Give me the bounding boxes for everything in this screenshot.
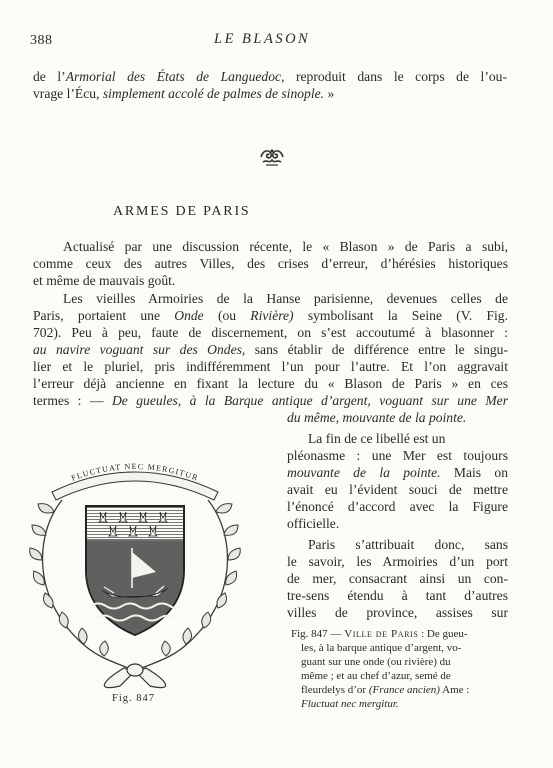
fleuron-ornament-icon <box>258 145 286 167</box>
figure-caption-line: guant sur une onde (ou rivière) du <box>301 656 451 668</box>
motto-text: FLUCTUAT NEC MERGITUR <box>70 461 200 483</box>
right-column-line: Paris s’attribuait donc, sans <box>308 537 508 552</box>
intro-line-1: de l’Armorial des États de Languedoc, reproduit dans le corps de l’ou- <box>33 69 507 84</box>
right-column-line: avait eu l’évident souci de mettre <box>287 482 508 497</box>
body-line: et même de mauvais goût. <box>33 273 176 288</box>
figure-caption-line: même ; et au chef d’azur, semé de <box>301 670 451 682</box>
right-column-line: tre-sens étendu à tant d’autres <box>287 588 508 603</box>
body-line: comme ceux des autres Villes, des crises d’erreur, d’hérésies historiques <box>33 256 508 271</box>
figure-caption-line: fleurdelys d’or (France ancien) Ame : <box>301 684 470 696</box>
body-line: 702). Peu à peu, faute de discernement, on s’est accoutumé à blasonner : <box>33 325 508 340</box>
right-column-line: officielle. <box>287 516 340 531</box>
body-line: au navire voguant sur des Ondes, sans établir de différence entre le singu- <box>33 342 508 357</box>
body-line: termes : — De gueules, à la Barque antique d’argent, voguant sur une Mer <box>33 393 508 408</box>
page-number: 388 <box>30 33 53 48</box>
right-column-line: le savoir, les Armoiries d’un port <box>287 554 508 569</box>
body-line: lier et le pluriel, pris indifféremment l’un pour l’autre. Et l’on aggravait <box>33 359 508 374</box>
body-line: Paris, portaient une Onde (ou Rivière) symbolisant la Seine (V. Fig. <box>33 308 508 323</box>
figure-caption-line: les, à la barque antique d’argent, vo- <box>301 642 462 654</box>
figure-caption-line: Fig. 847 — Ville de Paris : De gueu- <box>291 628 468 640</box>
paris-coat-of-arms-icon <box>24 440 246 695</box>
body-line: du même, mouvante de la pointe. <box>287 410 467 425</box>
right-column-line: villes de province, assises sur <box>287 605 508 620</box>
body-line: Les vieilles Armoiries de la Hanse parisienne, devenues celles de <box>63 291 508 306</box>
right-column-line: pléonasme : une Mer est toujours <box>287 448 508 463</box>
right-column-line: La fin de ce libellé est un <box>308 431 446 446</box>
body-line: Actualisé par une discussion récente, le « Blason » de Paris a subi, <box>63 239 508 254</box>
right-column-line: de mer, consacrant ainsi un con- <box>287 571 508 586</box>
figure-label: Fig. 847 <box>112 693 156 704</box>
running-head: LE BLASON <box>214 31 311 47</box>
body-line: l’erreur déjà ancienne en fixant la lecture du « Blason de Paris » en ces <box>33 376 508 391</box>
right-column-line: l’énoncé d’accord avec la Figure <box>287 499 508 514</box>
section-title: ARMES DE PARIS <box>113 204 251 219</box>
right-column-line: mouvante de la pointe. Mais on <box>287 465 509 480</box>
intro-line-2: vrage l’Écu, simplement accolé de palmes de sinople. » <box>33 86 335 101</box>
figure-caption-line: Fluctuat nec mergitur. <box>301 698 399 710</box>
